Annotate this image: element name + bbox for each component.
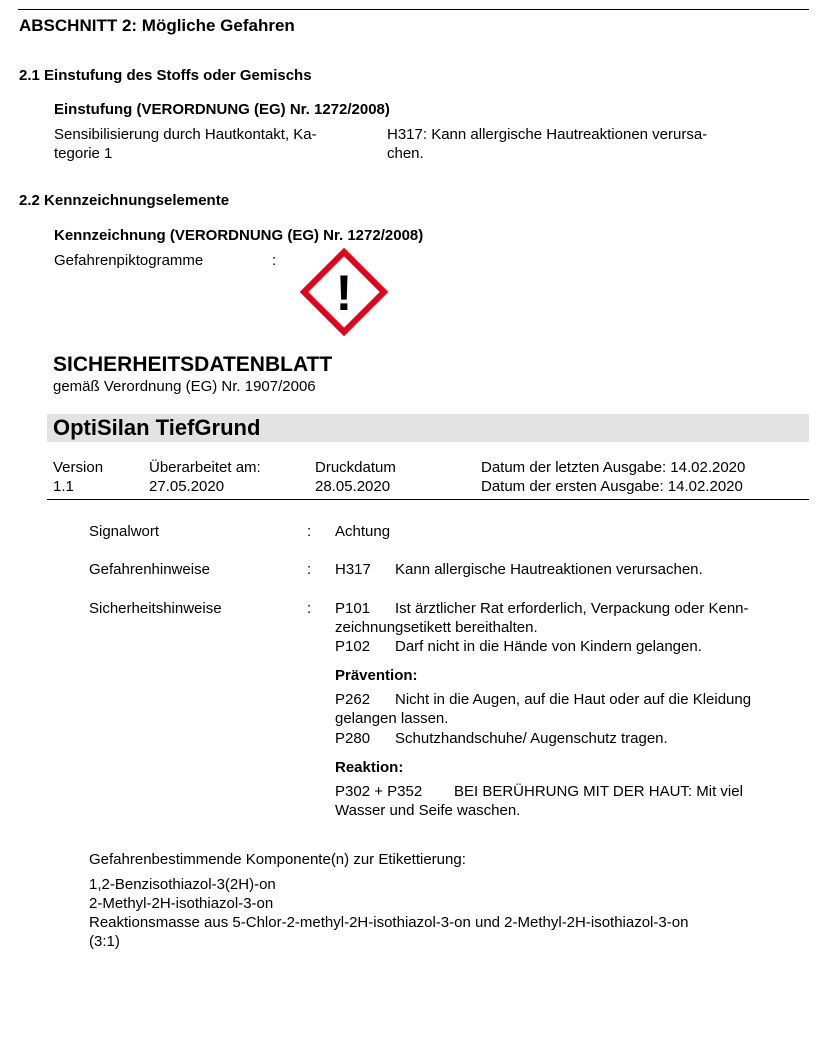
hazard-statements-label: Gefahrenhinweise <box>89 561 210 578</box>
classification-text-line1: Sensibilisierung durch Hautkontakt, Ka- <box>54 126 317 143</box>
signal-word-value: Achtung <box>335 523 391 540</box>
version-label: Version <box>53 459 104 476</box>
p102-code: P102 <box>335 638 371 655</box>
product-name: OptiSilan TiefGrund <box>53 415 261 440</box>
p101-text-line1: Ist ärztlicher Rat erforderlich, Verpackung oder Kenn- <box>395 600 749 617</box>
component-item-3-line1: Reaktionsmasse aus 5-Chlor-2-methyl-2H-isothiazol-3-on und 2-Methyl-2H-isothiazol-3-on <box>89 914 689 931</box>
classification-hazard-line2: chen. <box>387 145 424 162</box>
revised-value: 27.05.2020 <box>149 478 225 495</box>
signal-word-label: Signalwort <box>89 523 160 540</box>
p262-code: P262 <box>335 691 371 708</box>
p302-p352-text-line2: Wasser und Seife waschen. <box>335 802 521 819</box>
p101-code: P101 <box>335 600 371 617</box>
pictogram-symbol: ! <box>335 265 353 321</box>
p102-text: Darf nicht in die Hände von Kindern gelangen. <box>395 638 702 655</box>
subsection-2-1-title: 2.1 Einstufung des Stoffs oder Gemischs <box>19 67 312 84</box>
h317-text: Kann allergische Hautreaktionen verursachen. <box>395 561 703 578</box>
pictogram-label: Gefahrenpiktogramme <box>54 252 204 269</box>
p280-text: Schutzhandschuhe/ Augenschutz tragen. <box>395 730 668 747</box>
subsection-2-2-title: 2.2 Kennzeichnungselemente <box>19 192 230 209</box>
hazard-statements-colon: : <box>307 561 312 578</box>
pictogram-colon: : <box>272 252 277 269</box>
p262-text-line1: Nicht in die Augen, auf die Haut oder auf die Kleidung <box>395 691 752 708</box>
first-issue-date: Datum der ersten Ausgabe: 14.02.2020 <box>481 478 743 495</box>
h317-code: H317 <box>335 561 371 578</box>
reaction-heading: Reaktion: <box>335 759 404 776</box>
top-rule <box>18 9 809 10</box>
component-item-2: 2-Methyl-2H-isothiazol-3-on <box>89 895 274 912</box>
classification-subheading: Einstufung (VERORDNUNG (EG) Nr. 1272/2008) <box>54 101 390 118</box>
components-heading: Gefahrenbestimmende Komponente(n) zur Etikettierung: <box>89 851 466 868</box>
prevention-heading: Prävention: <box>335 667 418 684</box>
print-date-value: 28.05.2020 <box>315 478 391 495</box>
precautionary-statements-colon: : <box>307 600 312 617</box>
component-item-1: 1,2-Benzisothiazol-3(2H)-on <box>89 876 276 893</box>
classification-hazard-line1: H317: Kann allergische Hautreaktionen verursa- <box>387 126 708 143</box>
labelling-subheading: Kennzeichnung (VERORDNUNG (EG) Nr. 1272/2008) <box>54 227 424 244</box>
print-date-label: Druckdatum <box>315 459 396 476</box>
p101-text-line2: zeichnungsetikett bereithalten. <box>335 619 538 636</box>
p280-code: P280 <box>335 730 371 747</box>
section-heading: ABSCHNITT 2: Mögliche Gefahren <box>19 16 295 35</box>
p262-text-line2: gelangen lassen. <box>335 710 449 727</box>
precautionary-statements-label: Sicherheitshinweise <box>89 600 222 617</box>
revised-label: Überarbeitet am: <box>149 459 261 476</box>
header-rule <box>47 499 809 500</box>
regulation-line: gemäß Verordnung (EG) Nr. 1907/2006 <box>53 378 316 395</box>
document-title: SICHERHEITSDATENBLATT <box>53 353 333 376</box>
p302-p352-text-line1: BEI BERÜHRUNG MIT DER HAUT: Mit viel <box>454 783 743 800</box>
last-issue-date: Datum der letzten Ausgabe: 14.02.2020 <box>481 459 746 476</box>
component-item-3-line2: (3:1) <box>89 933 120 950</box>
classification-text-line2: tegorie 1 <box>54 145 113 162</box>
version-value: 1.1 <box>53 478 74 495</box>
p302-p352-code: P302 + P352 <box>335 783 423 800</box>
ghs07-exclamation-mark-icon <box>300 248 388 336</box>
signal-word-colon: : <box>307 523 312 540</box>
